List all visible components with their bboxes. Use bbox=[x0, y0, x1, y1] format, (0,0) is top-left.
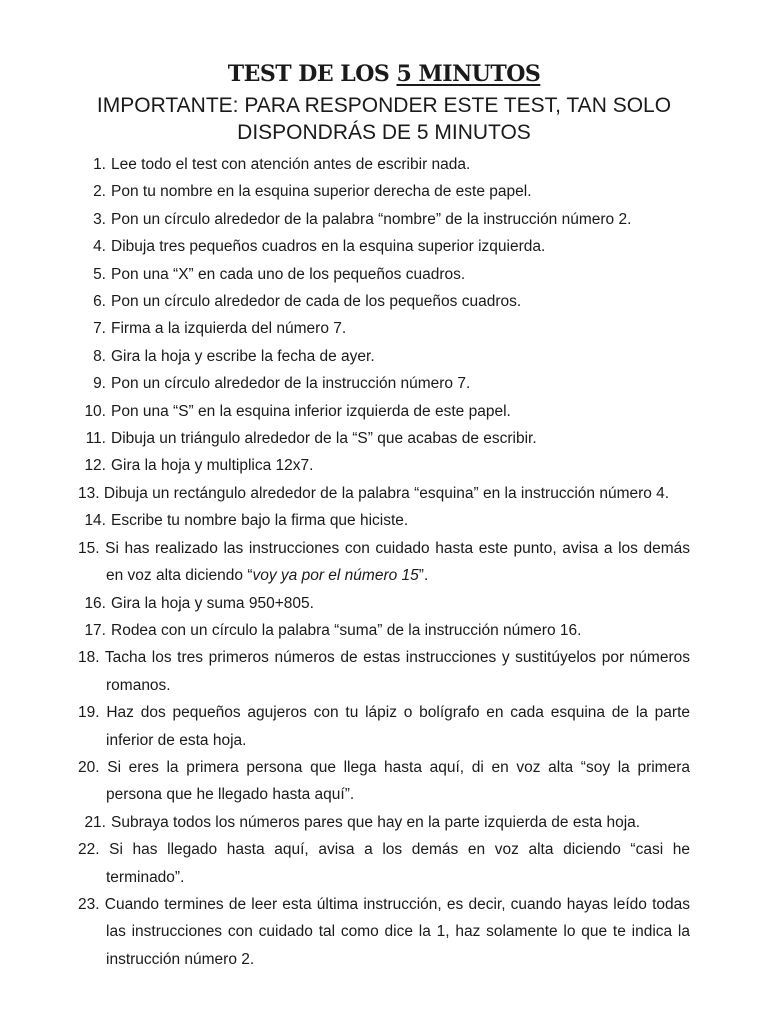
instruction-number: 17. bbox=[84, 621, 106, 639]
instruction-item bbox=[78, 288, 690, 315]
instruction-number: 15. bbox=[78, 539, 100, 557]
instruction-text: Dibuja tres pequeños cuadros en la esquina superior izquierda. bbox=[111, 238, 546, 256]
instruction-item bbox=[78, 507, 690, 534]
instruction-item bbox=[78, 480, 690, 507]
instruction-number: 12. bbox=[84, 457, 106, 475]
instruction-text: Pon tu nombre en la esquina superior derecha de este papel. bbox=[111, 183, 532, 201]
instruction-item bbox=[78, 452, 690, 479]
instruction-item bbox=[78, 891, 690, 973]
instruction-item bbox=[78, 178, 690, 205]
instruction-text: Tacha los tres primeros números de estas instrucciones y sustitúyelos por números romanos. bbox=[104, 649, 690, 694]
instruction-item bbox=[78, 343, 690, 370]
instruction-item bbox=[78, 151, 690, 178]
instruction-item bbox=[78, 425, 690, 452]
instruction-item bbox=[78, 535, 690, 590]
instruction-text: Pon una “S” en la esquina inferior izquierda de este papel. bbox=[111, 402, 511, 420]
instruction-text: Si has llegado hasta aquí, avisa a los demás en voz alta diciendo “casi he terminado”. bbox=[106, 841, 690, 886]
instruction-item bbox=[78, 754, 690, 809]
instruction-item bbox=[78, 617, 690, 644]
instruction-number: 11. bbox=[85, 430, 106, 448]
instruction-number: 21. bbox=[84, 813, 106, 831]
instruction-text: Gira la hoja y suma 950+805. bbox=[111, 594, 314, 612]
instruction-number: 19. bbox=[78, 704, 100, 722]
instruction-number: 8. bbox=[93, 347, 106, 365]
instruction-item bbox=[78, 315, 690, 342]
instruction-number: 10. bbox=[84, 402, 106, 420]
instruction-text: Dibuja un triángulo alrededor de la “S” que acabas de escribir. bbox=[111, 430, 537, 448]
instruction-text: Haz dos pequeños agujeros con tu lápiz o bolígrafo en cada esquina de la parte inferior de esta hoja. bbox=[106, 704, 690, 749]
instruction-text: Cuando termines de leer esta última instrucción, es decir, cuando hayas leído todas las instrucciones con cuidado tal como dice la 1, haz solamente lo que te indica la instrucción número 2. bbox=[104, 895, 690, 968]
instruction-text: Subraya todos los números pares que hay en la parte izquierda de esta hoja. bbox=[111, 813, 641, 831]
instruction-number: 9. bbox=[93, 375, 106, 393]
title-prefix: TEST DE LOS bbox=[227, 61, 397, 87]
page-title bbox=[78, 58, 690, 90]
instruction-item bbox=[78, 809, 690, 836]
instruction-item bbox=[78, 261, 690, 288]
instruction-text: Gira la hoja y multiplica 12x7. bbox=[111, 457, 314, 475]
instruction-number: 20. bbox=[78, 758, 100, 776]
instruction-text: Escribe tu nombre bajo la firma que hiciste. bbox=[111, 512, 409, 530]
subtitle-line-1: IMPORTANTE: PARA RESPONDER ESTE TEST, TAN SOLO bbox=[96, 94, 672, 117]
instruction-number: 13. bbox=[78, 484, 100, 502]
subtitle-line-2: DISPONDRÁS DE 5 MINUTOS bbox=[237, 121, 531, 144]
instruction-text: Pon un círculo alrededor de la instrucción número 7. bbox=[111, 375, 471, 393]
instruction-text: Pon una “X” en cada uno de los pequeños cuadros. bbox=[111, 265, 466, 283]
instruction-text: Si eres la primera persona que llega hasta aquí, di en voz alta “soy la primera persona que he llegado hasta aquí”. bbox=[106, 758, 691, 804]
instruction-number: 6. bbox=[93, 293, 106, 311]
instruction-text: Dibuja un rectángulo alrededor de la palabra “esquina” en la instrucción número 4. bbox=[103, 484, 670, 502]
instruction-number: 16. bbox=[84, 594, 106, 612]
instruction-text: Firma a la izquierda del número 7. bbox=[111, 320, 347, 338]
instruction-text: Pon un círculo alrededor de la palabra “nombre” de la instrucción número 2. bbox=[111, 210, 632, 228]
instruction-number: 5. bbox=[93, 265, 106, 283]
instruction-text: Si has realizado las instrucciones con cuidado hasta este punto, avisa a los demás en voz alta diciendo “voy ya por el número 15”. bbox=[105, 539, 690, 585]
instruction-text: Rodea con un círculo la palabra “suma” de la instrucción número 16. bbox=[111, 621, 582, 639]
instruction-number: 23. bbox=[78, 895, 100, 913]
title-emphasis: 5 MINUTOS bbox=[396, 61, 541, 87]
instruction-number: 7. bbox=[93, 320, 106, 338]
subtitle bbox=[58, 92, 710, 146]
instruction-item bbox=[78, 206, 690, 233]
instruction-item bbox=[78, 699, 690, 754]
instruction-list bbox=[78, 151, 690, 973]
instruction-item bbox=[78, 398, 690, 425]
instruction-item bbox=[78, 836, 690, 891]
instruction-number: 3. bbox=[93, 210, 106, 228]
instruction-number: 2. bbox=[93, 183, 106, 201]
instruction-text: Pon un círculo alrededor de cada de los pequeños cuadros. bbox=[111, 293, 522, 311]
instruction-text: Lee todo el test con atención antes de escribir nada. bbox=[111, 156, 471, 173]
instruction-quote-italic: voy ya por el número 15 bbox=[252, 567, 419, 585]
instruction-item bbox=[78, 233, 690, 260]
instruction-item bbox=[78, 370, 690, 397]
instruction-text: Gira la hoja y escribe la fecha de ayer. bbox=[111, 347, 375, 365]
instruction-number: 22. bbox=[78, 841, 100, 859]
instruction-item bbox=[78, 590, 690, 617]
instruction-item bbox=[78, 644, 690, 699]
instruction-number: 1. bbox=[93, 156, 106, 173]
instruction-number: 18. bbox=[78, 649, 100, 667]
instruction-number: 4. bbox=[93, 238, 106, 256]
instruction-number: 14. bbox=[84, 512, 106, 530]
